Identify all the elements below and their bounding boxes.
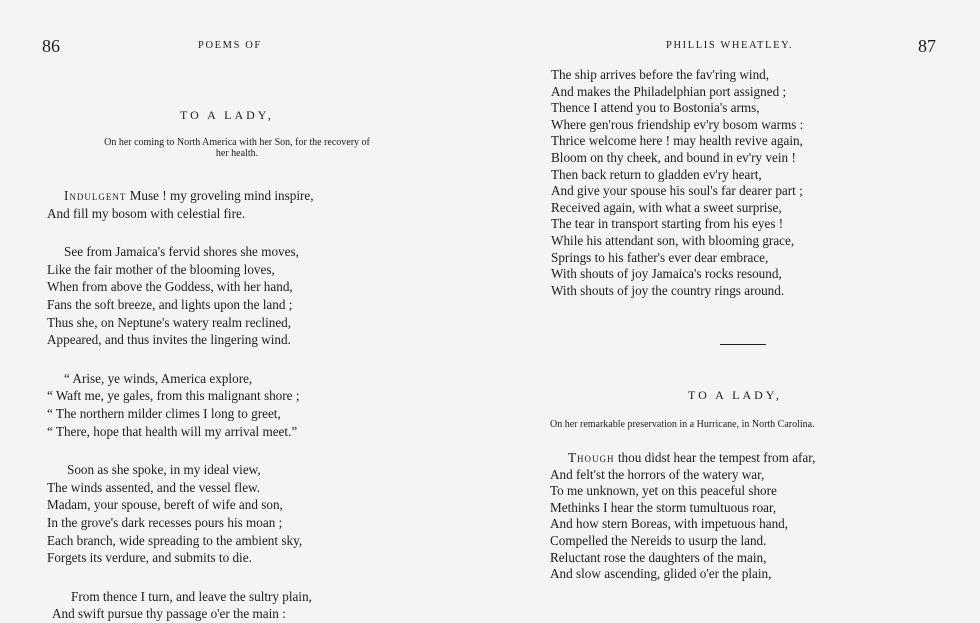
poem-line: “ Arise, ye winds, America explore, [64, 370, 253, 386]
poem-body-right [550, 450, 815, 583]
poem-title-right: TO A LADY, [688, 388, 782, 402]
poem-title-left: TO A LADY, [180, 108, 274, 122]
right-page [490, 0, 980, 623]
drop-word: Though [568, 450, 615, 465]
poem-line: Thus she, on Neptune's watery realm reclined, [47, 314, 292, 330]
poem-line: Madam, your spouse, bereft of wife and son, [47, 497, 283, 513]
running-head-left: POEMS OF [198, 40, 262, 51]
poem-line: While his attendant son, with blooming grace, [551, 232, 795, 248]
poem-line: The tear in transport starting from his eyes ! [551, 216, 784, 232]
line-text: thou didst hear the tempest from afar, [614, 450, 816, 465]
poem-line: And give your spouse his soul's far dearer part ; [551, 183, 803, 199]
poem-line: “ Waft me, ye gales, from this malignant shore ; [47, 388, 300, 404]
poem-line: Compelled the Nereids to usurp the land. [550, 532, 767, 548]
poem-line: To me unknown, yet on this peaceful shore [550, 483, 777, 499]
subtitle-line-2: her health. [215, 148, 259, 159]
poem-line: Reluctant rose the daughters of the main, [550, 549, 767, 565]
poem-body-left [47, 187, 314, 623]
poem-line: Springs to his father's ever dear embrace, [551, 249, 769, 265]
poem-line: Each branch, wide spreading to the ambient sky, [47, 532, 303, 548]
poem-line: Like the fair mother of the blooming loves, [47, 261, 275, 277]
poem-line: Forgets its verdure, and submits to die. [47, 550, 252, 566]
poem-line: And swift pursue thy passage o'er the main : [52, 606, 286, 622]
poem-continuation [551, 67, 803, 299]
subtitle-line-1: On her coming to North America with her Son, for the recovery of [104, 137, 370, 148]
poem-line: And fill my bosom with celestial fire. [47, 205, 246, 221]
page-number-left: 86 [42, 36, 60, 56]
poem-line: Methinks I hear the storm tumultuous roar, [550, 499, 777, 515]
poem-line: With shouts of joy the country rings around. [551, 282, 785, 298]
poem-subtitle-right: On her remarkable preservation in a Hurricane, in North Carolina. [550, 419, 815, 430]
poem-line: Soon as she spoke, in my ideal view, [67, 462, 261, 478]
line-text: Muse ! my groveling mind inspire, [126, 188, 314, 203]
poem-subtitle-left [40, 137, 434, 159]
section-divider [720, 344, 766, 345]
poem-line: And felt'st the horrors of the watery war, [550, 466, 765, 482]
poem-line: Bloom on thy cheek, and bound in ev'ry vein ! [551, 149, 796, 165]
poem-line: See from Jamaica's fervid shores she moves, [64, 244, 299, 260]
poem-line: “ There, hope that health will my arrival meet.” [47, 423, 298, 439]
drop-word: Indulgent [64, 188, 127, 203]
poem-line: With shouts of joy Jamaica's rocks resound, [551, 266, 782, 282]
stanza-1-line-1 [47, 187, 314, 205]
poem-line: The ship arrives before the fav'ring wind, [551, 67, 770, 82]
poem-line: And how stern Boreas, with impetuous hand, [550, 516, 789, 532]
poem-line: Fans the soft breeze, and lights upon the land ; [47, 296, 293, 312]
poem-line: “ The northern milder climes I long to greet, [47, 405, 281, 421]
poem-line: Appeared, and thus invites the lingering wind. [47, 332, 291, 348]
running-head-right: PHILLIS WHEATLEY. [666, 40, 794, 51]
poem-line: Then back return to gladden ev'ry heart, [551, 166, 762, 182]
poem-line: Thence I attend you to Bostonia's arms, [551, 100, 760, 116]
poem-line: And makes the Philadelphian port assigned ; [551, 83, 787, 99]
poem-line: When from above the Goddess, with her hand, [47, 279, 293, 295]
poem-line: From thence I turn, and leave the sultry plain, [71, 588, 312, 604]
stanza-1-line-1 [550, 450, 815, 467]
poem-line: Where gen'rous friendship ev'ry bosom warms : [551, 116, 804, 132]
poem-line: And slow ascending, glided o'er the plain, [550, 566, 772, 582]
page-number-right: 87 [918, 36, 936, 56]
poem-line: Thrice welcome here ! may health revive again, [551, 133, 803, 149]
poem-line: In the grove's dark recesses pours his moan ; [47, 514, 283, 530]
poem-line: Received again, with what a sweet surprise, [551, 199, 782, 215]
poem-line: The winds assented, and the vessel flew. [47, 479, 261, 495]
